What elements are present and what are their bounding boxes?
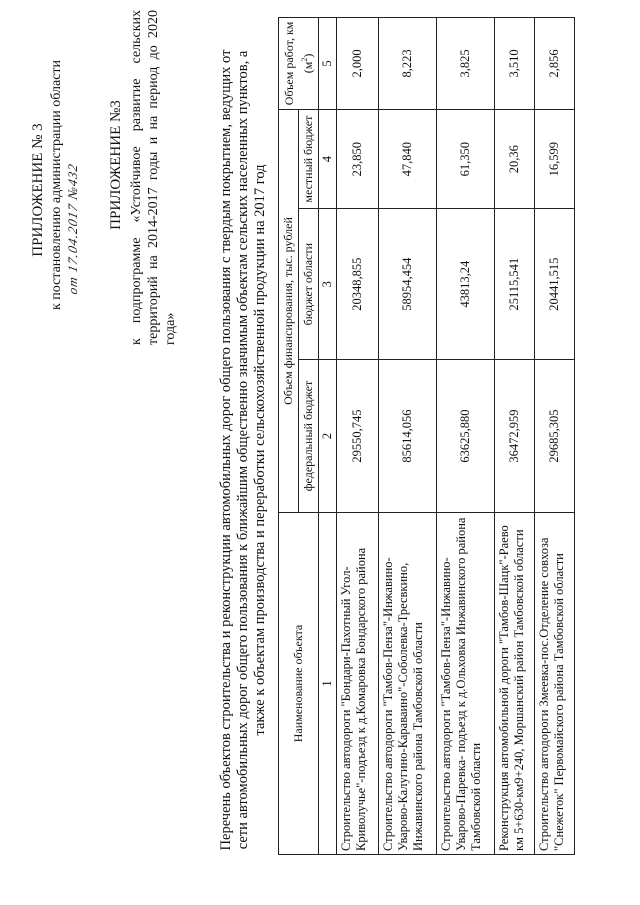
list-title: Перечень объектов строительства и реконструкции автомобильных дорог общего пользования с твердым покрытием, ведущих от сети автомобильных дорог общего пользования к ближайшим общественно значимым объектам сельских населенных пунктов, а также к объектам производства и переработки сельскохозяйственной продукции на 2017 год — [218, 49, 268, 851]
col-header-volume: Объем работ, км $(м^2)$ — [279, 18, 319, 110]
regional-budget: 58954,454 — [379, 209, 437, 360]
local-budget: 23,850 — [337, 109, 379, 209]
column-index: 2 — [319, 359, 337, 512]
col-header-local: местный бюджет — [299, 109, 319, 209]
col-header-name: Наименование объекта — [279, 513, 319, 855]
work-volume: 2,000 — [337, 18, 379, 110]
col-header-federal: федеральный бюджет — [299, 359, 319, 512]
table-row — [535, 18, 575, 855]
federal-budget: 36472,959 — [495, 359, 535, 512]
work-volume: 8,223 — [379, 18, 437, 110]
table-row — [337, 18, 379, 855]
object-name: Строительство автодороги "Бондари-Пахотный Угол-Криволучье"-подъезд к д.Комаровка Бондарского района — [337, 513, 379, 855]
regional-budget: 20348,855 — [337, 209, 379, 360]
object-name: Реконструкция автомобильной дороги "Тамбов-Шацк"-Раево км 5+630-км9+240, Моршанский район Тамбовской области — [495, 513, 535, 855]
col-header-financing: Объем финансирования, тыс. рублей — [279, 109, 299, 512]
federal-budget: 85614,056 — [379, 359, 437, 512]
column-index: 4 — [319, 109, 337, 209]
appendix-n3-title: ПРИЛОЖЕНИЕ №3 — [108, 100, 124, 230]
appendix-3-title: ПРИЛОЖЕНИЕ № 3 — [30, 123, 46, 257]
local-budget: 61,350 — [437, 109, 495, 209]
column-index-row — [319, 18, 337, 855]
table-row — [437, 18, 495, 855]
local-budget: 16,599 — [535, 109, 575, 209]
appendix-n3-text: к подпрограмме «Устойчивое развитие сельских территорий на 2014-2017 годы и на период до 2020 года» — [129, 10, 178, 345]
object-name: Строительство автодороги Змеевка-пос.Отделение совхоза "Снежеток" Первомайского района Тамбовской области — [535, 513, 575, 855]
table-row — [379, 18, 437, 855]
object-name: Строительство автодороги "Тамбов-Пенза"-Инжавино-Уварово-Паревка- подъезд к д.Ольховка Инжавинского района Тамбовской области — [437, 513, 495, 855]
regional-budget: 25115,541 — [495, 209, 535, 360]
work-volume: 3,825 — [437, 18, 495, 110]
handwritten-date-number: от 17.04.2017 №432 — [65, 161, 80, 296]
table-row — [495, 18, 535, 855]
federal-budget: 29550,745 — [337, 359, 379, 512]
local-budget: 47,840 — [379, 109, 437, 209]
object-name: Строительство автодороги "Тамбов-Пенза"-Инжавино-Уварово-Калугино-Караваино"-Соболевка-Тресвкино, Инжавинского района Тамбовской области — [379, 513, 437, 855]
federal-budget: 29685,305 — [535, 359, 575, 512]
federal-budget: 63625,880 — [437, 359, 495, 512]
regional-budget: 43813,24 — [437, 209, 495, 360]
column-index: 1 — [319, 513, 337, 855]
work-volume: 3,510 — [495, 18, 535, 110]
regional-budget: 20441,515 — [535, 209, 575, 360]
work-volume: 2,856 — [535, 18, 575, 110]
col-header-regional: бюджет области — [299, 209, 319, 360]
column-index: 3 — [319, 209, 337, 360]
objects-table — [278, 17, 575, 855]
column-index: 5 — [319, 18, 337, 110]
appendix-3-line: к постановлению администрации области — [49, 59, 64, 311]
local-budget: 20,36 — [495, 109, 535, 209]
